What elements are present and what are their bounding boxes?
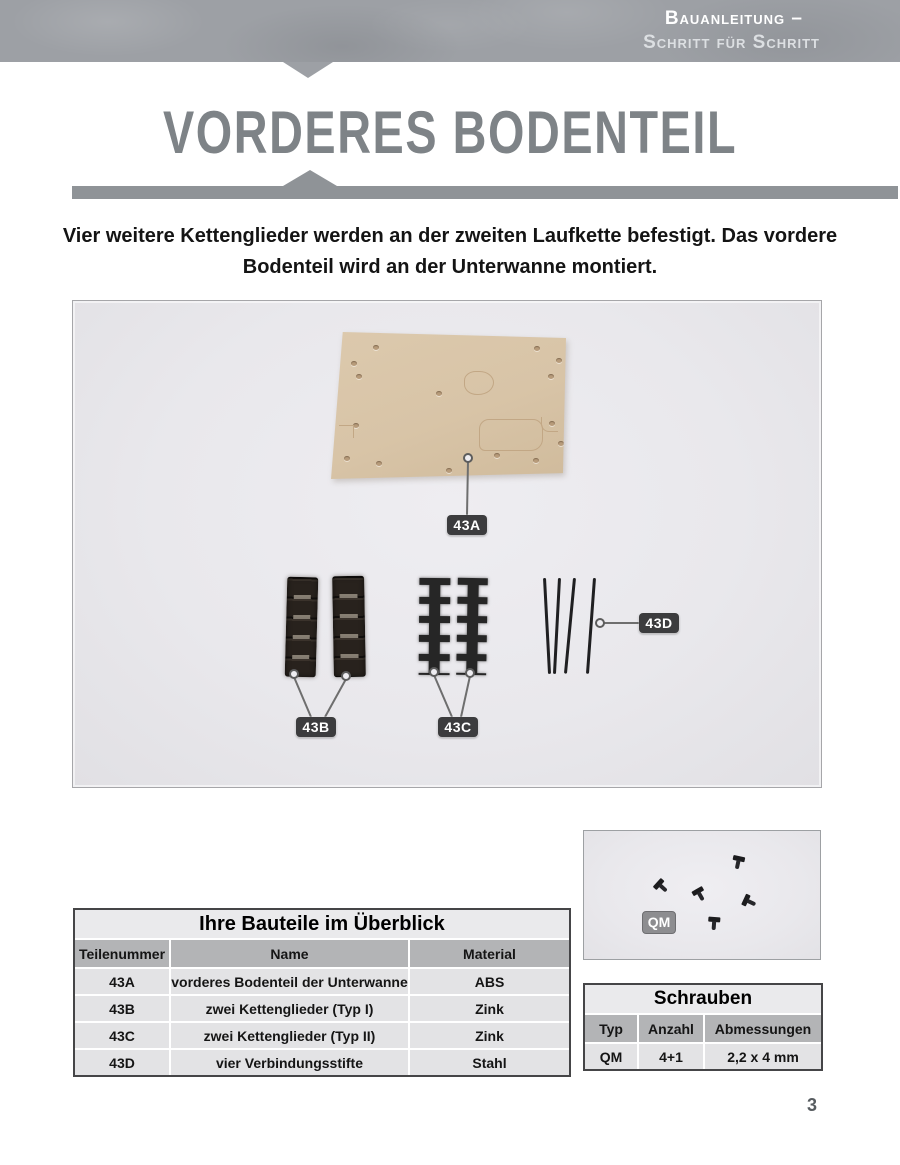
leader-lines <box>73 301 821 787</box>
cell-part-material: Zink <box>408 996 569 1021</box>
page-number: 3 <box>806 1095 817 1115</box>
cell-part-number: 43D <box>75 1050 169 1075</box>
column-header-name: Name <box>169 940 408 967</box>
intro-line-1: Vier weitere Kettenglieder werden an der zweiten Laufkette befestigt. Das vordere <box>62 225 838 247</box>
parts-table-header <box>75 938 569 967</box>
part-label-43a: 43A <box>447 515 487 535</box>
cell-part-name: zwei Kettenglieder (Typ I) <box>169 996 408 1021</box>
cell-part-number: 43C <box>75 1023 169 1048</box>
column-header-anzahl: Anzahl <box>637 1015 703 1042</box>
screw-type-label-qm: QM <box>642 911 676 934</box>
divider-bar <box>72 186 898 199</box>
column-header-material: Material <box>408 940 569 967</box>
screw <box>689 884 711 906</box>
parts-photo <box>72 300 822 788</box>
screw <box>705 915 722 932</box>
table-row <box>585 1042 821 1069</box>
header-line-1: Bauanleitung – <box>664 8 803 29</box>
screw <box>739 891 760 912</box>
cell-screw-count: 4+1 <box>637 1044 703 1069</box>
part-label-43d: 43D <box>639 613 679 633</box>
column-header-abmessungen: Abmessungen <box>703 1015 821 1042</box>
cell-screw-type: QM <box>585 1044 637 1069</box>
screw <box>651 876 674 899</box>
parts-table-title: Ihre Bauteile im Überblick <box>75 910 569 938</box>
table-row <box>75 1048 569 1075</box>
cell-part-number: 43B <box>75 996 169 1021</box>
page-title-wrap <box>0 98 900 167</box>
cell-part-name: vier Verbindungsstifte <box>169 1050 408 1075</box>
cell-part-name: vorderes Bodenteil der Unterwanne <box>169 969 408 994</box>
part-label-43c: 43C <box>438 717 478 737</box>
cell-part-material: ABS <box>408 969 569 994</box>
table-row <box>75 994 569 1021</box>
part-label-43b: 43B <box>296 717 336 737</box>
column-header-typ: Typ <box>585 1015 637 1042</box>
screw <box>729 854 748 873</box>
cell-screw-dimensions: 2,2 x 4 mm <box>703 1044 821 1069</box>
cell-part-material: Zink <box>408 1023 569 1048</box>
column-header-teilenummer: Teilenummer <box>75 940 169 967</box>
header-banner <box>0 0 900 62</box>
intro-text <box>0 221 900 283</box>
cell-part-material: Stahl <box>408 1050 569 1075</box>
screws-table-title: Schrauben <box>585 985 821 1013</box>
parts-overview-table <box>73 908 571 1077</box>
screws-table <box>583 983 823 1071</box>
header-text <box>643 7 820 55</box>
header-line-2: Schritt für Schritt <box>643 32 820 53</box>
intro-line-2: Bodenteil wird an der Unterwanne montiert. <box>242 256 658 278</box>
screws-table-header <box>585 1013 821 1042</box>
cell-part-number: 43A <box>75 969 169 994</box>
table-row <box>75 967 569 994</box>
page-title: VORDERES BODENTEIL <box>162 99 738 166</box>
cell-part-name: zwei Kettenglieder (Typ II) <box>169 1023 408 1048</box>
screws-photo <box>583 830 821 960</box>
table-row <box>75 1021 569 1048</box>
